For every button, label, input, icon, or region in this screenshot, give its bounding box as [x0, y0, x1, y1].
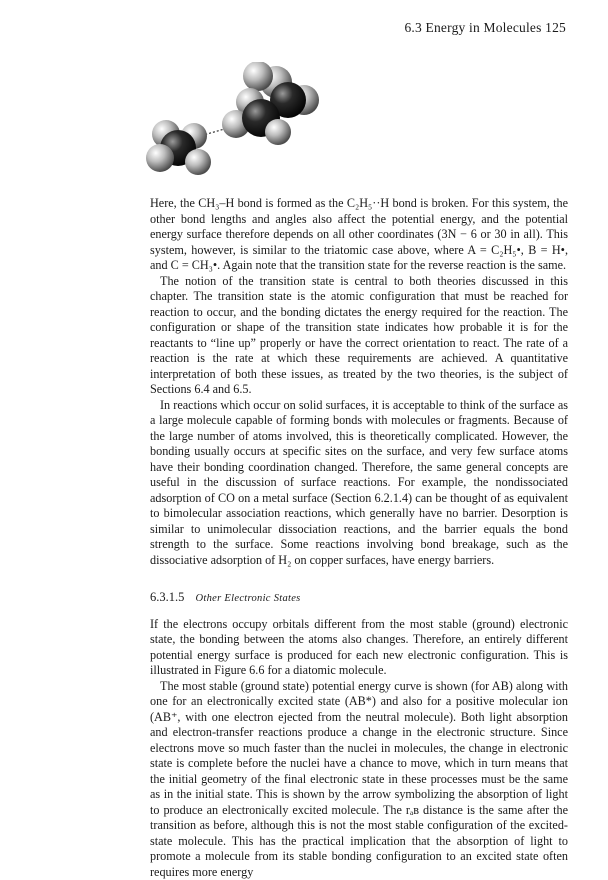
- paragraph: The notion of the transition state is central to both theories discussed in this chapter. The transition state is the atomic configuration that must be reached for reaction to occur, and the bonding dictates the energy required for the reaction. The configuration or shape of the transition state indicates how probable it is for the reactants to “line up” properly or have the correct orientation to react. The rate of a reaction is the rate at which these requirements are achieved. A quantitative interpretation of both these issues, as treated by the two theories, is the subject of Sections 6.4 and 6.5.: [150, 274, 568, 398]
- paragraph: Here, the CH₃–H bond is formed as the C₂H₅··H bond is broken. For this system, the other bond lengths and angles also affect the potential energy, and the potential energy surface therefore depends on all other coordinates (3N − 6 or 30 in all). This system, however, is similar to the triatomic case above, where A = C₂H₅•, B = H•, and C = CH₃•. Again note that the transition state for the reverse reaction is the same.: [150, 196, 568, 274]
- paragraph: In reactions which occur on solid surfaces, it is acceptable to think of the surface as a large molecule capable of forming bonds with molecules or fragments. Because of the large number of atoms involved, this is theoretically complicated. However, the bonding usually occurs at specific sites on the surface, and very few surface atoms have their bonding coordination changed. Therefore, the same general concepts are useful in the discussion of surface reactions. For example, the nondissociated adsorption of CO on a metal surface (Section 6.2.1.4) can be thought of as equivalent to bimolecular association reactions, which generally have no barrier. Desorption is similar to unimolecular dissociation reactions, and the barrier equals the bond strength to the surface. Some reactions involving bond breakage, such as the dissociative adsorption of H₂ on copper surfaces, have energy barriers.: [150, 398, 568, 569]
- running-head: 6.3 Energy in Molecules 125: [0, 20, 566, 36]
- page-body: [150, 196, 568, 880]
- section-number: 6.3.1.5: [150, 590, 184, 604]
- h-atom: [243, 62, 273, 91]
- section-heading: [150, 590, 568, 607]
- paragraph: The most stable (ground state) potential energy curve is shown (for AB) along with one for an electronically excited state (AB*) and also for a positive molecular ion (AB⁺, with one electron ejected from the neutral molecule). Both light absorption and electron-transfer reactions produce a change in the electronic structure. Since electrons move so much faster than the nuclei in molecules, the change in electronic state is complete before the nuclei have a chance to move, which in turn means that the initial geometry of the final electronic state in these processes must be the same as in the initial state. This is shown by the arrow symbolizing the absorption of light to produce an electronically excited molecule. The rₐʙ distance is the same after the transition as before, although this is not the most stable configuration of the excited-state molecule. This has the practical implication that the absorption of light to promote a molecule from its stable bonding configuration to an excited state often requires more energy: [150, 679, 568, 880]
- h-atom: [185, 149, 211, 175]
- paragraph: If the electrons occupy orbitals different from the most stable (ground) electronic state, the bonding between the atoms also changes. Therefore, an entirely different potential energy surface is produced for each new electronic configuration. This is illustrated in Figure 6.6 for a diatomic molecule.: [150, 617, 568, 679]
- section-title: Other Electronic States: [196, 593, 301, 604]
- h-atom: [146, 144, 174, 172]
- h-atom: [265, 119, 291, 145]
- molecule-figure: [128, 62, 368, 184]
